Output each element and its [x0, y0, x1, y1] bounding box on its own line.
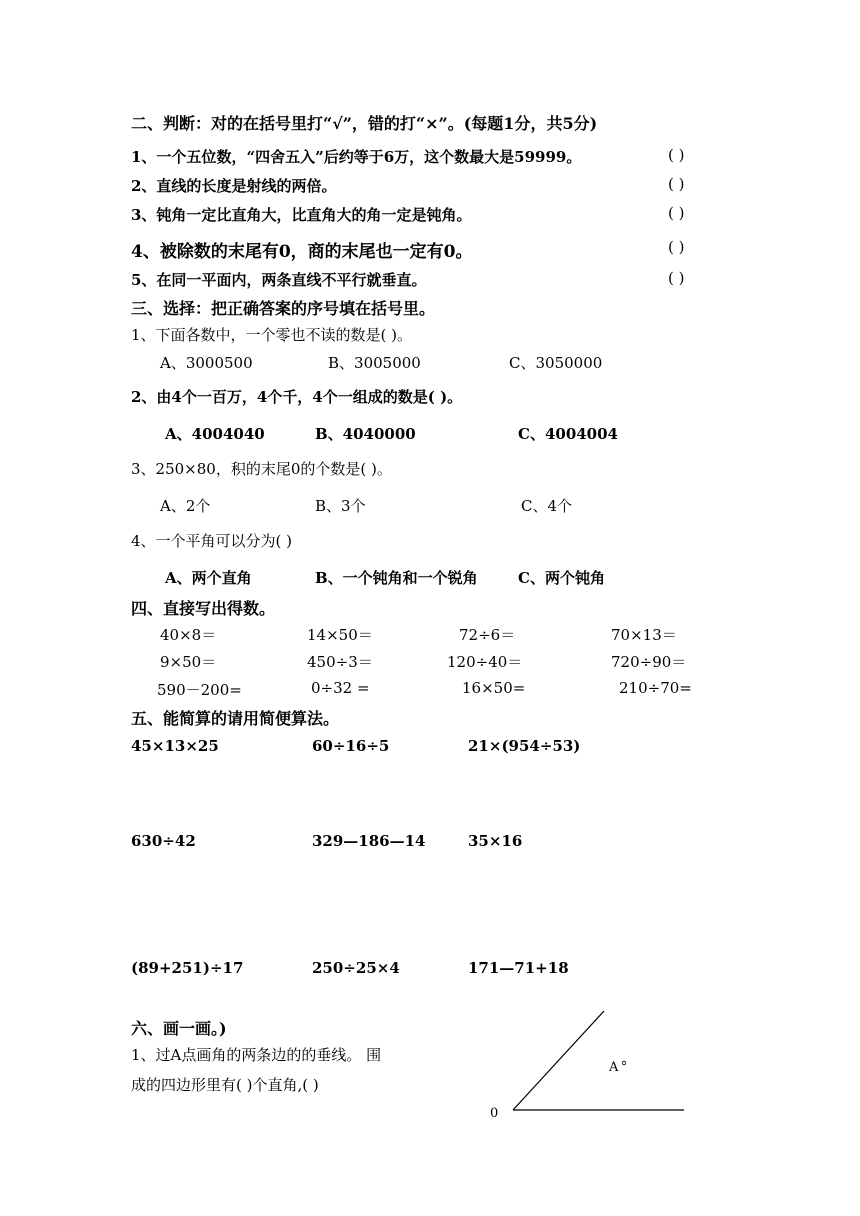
choice-question-4: 4、一个平角可以分为( ) [131, 532, 293, 550]
simplify-calc-item: 250÷25×4 [312, 959, 400, 977]
simplify-calc-item: 171—71+18 [468, 959, 569, 977]
section-4-heading: 四、直接写出得数。 [131, 599, 276, 618]
judge-item-4: 4、被除数的末尾有0，商的末尾也一定有0。 [131, 242, 473, 262]
angle-ray-upper [513, 1011, 604, 1110]
simplify-calc-item: (89+251)÷17 [131, 959, 244, 977]
simplify-calc-item: 21×(954÷53) [468, 737, 581, 755]
choice-3-option-a[interactable]: A、2个 [160, 497, 211, 515]
judge-item-3: 3、钝角一定比直角大，比直角大的角一定是钝角。 [131, 206, 472, 224]
section-2-heading: 二、判断：对的在括号里打“√”，错的打“×”。(每题1分，共5分) [131, 114, 598, 133]
mental-calc-item: 120÷40＝ [447, 653, 523, 671]
judge-answer-paren-4[interactable]: ( ) [668, 238, 685, 256]
choice-3-option-b[interactable]: B、3个 [315, 497, 366, 515]
judge-answer-paren-2[interactable]: ( ) [668, 175, 685, 193]
choice-4-option-a[interactable]: A、两个直角 [165, 569, 252, 587]
choice-2-option-c[interactable]: C、4004004 [518, 425, 618, 443]
section-3-heading: 三、选择：把正确答案的序号填在括号里。 [131, 299, 436, 318]
mental-calc-item: 0÷32 = [311, 679, 370, 697]
vertex-label: 0 [490, 1106, 499, 1121]
mental-calc-item: 72÷6＝ [459, 626, 516, 644]
simplify-calc-item: 630÷42 [131, 832, 196, 850]
choice-question-2: 2、由4个一百万，4个千，4个一组成的数是( )。 [131, 388, 463, 406]
simplify-calc-item: 329—186—14 [312, 832, 426, 850]
choice-question-3: 3、250×80，积的末尾0的个数是( )。 [131, 460, 392, 478]
choice-2-option-a[interactable]: A、4004040 [165, 425, 265, 443]
mental-calc-item: 9×50＝ [160, 653, 217, 671]
choice-question-1: 1、下面各数中，一个零也不读的数是( )。 [131, 326, 413, 344]
mental-calc-item: 14×50＝ [307, 626, 373, 644]
mental-calc-item: 16×50= [462, 679, 526, 697]
judge-item-1: 1、一个五位数，“四舍五入”后约等于6万，这个数最大是59999。 [131, 148, 582, 166]
mental-calc-item: 450÷3＝ [307, 653, 373, 671]
judge-answer-paren-3[interactable]: ( ) [668, 204, 685, 222]
section-6-heading: 六、画一画。) [131, 1019, 227, 1038]
choice-4-option-b[interactable]: B、一个钝角和一个锐角 [315, 569, 478, 587]
judge-answer-paren-1[interactable]: ( ) [668, 146, 685, 164]
choice-1-option-a[interactable]: A、3000500 [160, 354, 253, 372]
choice-3-option-c[interactable]: C、4个 [521, 497, 573, 515]
point-a-label: A [609, 1060, 619, 1075]
choice-1-option-b[interactable]: B、3005000 [328, 354, 421, 372]
mental-calc-item: 40×8＝ [160, 626, 217, 644]
simplify-calc-item: 60÷16÷5 [312, 737, 390, 755]
choice-1-option-c[interactable]: C、3050000 [509, 354, 603, 372]
choice-4-option-c[interactable]: C、两个钝角 [518, 569, 605, 587]
simplify-calc-item: 35×16 [468, 832, 523, 850]
point-a-marker [622, 1061, 626, 1065]
section-5-heading: 五、能简算的请用简便算法。 [131, 709, 340, 728]
simplify-calc-item: 45×13×25 [131, 737, 219, 755]
choice-2-option-b[interactable]: B、4040000 [315, 425, 416, 443]
mental-calc-item: 720÷90＝ [611, 653, 687, 671]
mental-calc-item: 590－200= [157, 681, 242, 699]
drawing-question-line-1: 1、过A点画角的两条边的的垂线。 围 [131, 1046, 382, 1064]
judge-item-5: 5、在同一平面内，两条直线不平行就垂直。 [131, 271, 427, 289]
mental-calc-item: 210÷70= [619, 679, 692, 697]
mental-calc-item: 70×13＝ [611, 626, 677, 644]
judge-item-2: 2、直线的长度是射线的两倍。 [131, 177, 337, 195]
judge-answer-paren-5[interactable]: ( ) [668, 269, 685, 287]
drawing-question-line-2: 成的四边形里有( )个直角,( ) [131, 1076, 319, 1094]
